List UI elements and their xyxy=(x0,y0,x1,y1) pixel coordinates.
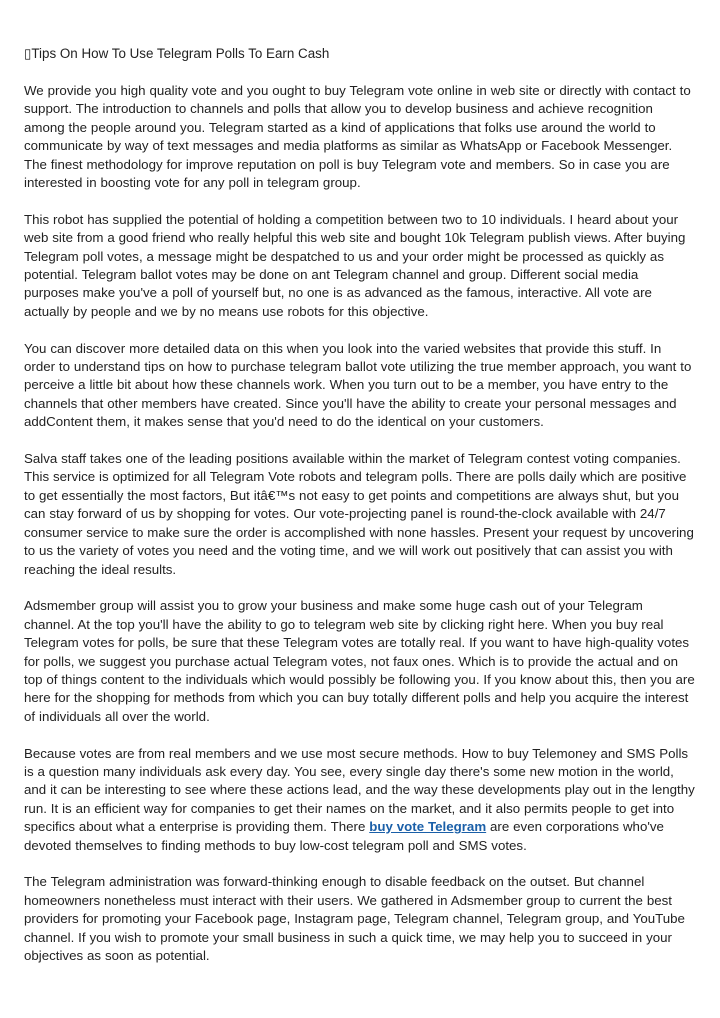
paragraph-6-text-after: are even corporations who've devoted themselves to finding methods to buy low-cost telegram poll and SMS votes. xyxy=(24,819,664,853)
missing-glyph: ▯ xyxy=(24,46,32,61)
paragraph-3: You can discover more detailed data on this when you look into the varied websites that provide this stuff. In order to understand tips on how to purchase telegram ballot vote utilizing the true member approach, you want to perceive a little bit about how these channels work. When you turn out to be a member, you have entry to the channels that other members have created. Since you'll have the ability to create your personal messages and addContent them, it makes sense that you'd need to do the identical on your customers. xyxy=(24,340,692,430)
paragraph-1: We provide you high quality vote and you ought to buy Telegram vote online in web site or directly with contact to support. The introduction to channels and polls that allow you to develop business and achieve recognition among the people around you. Telegram started as a kind of applications that folks use around the world to communicate by way of text messages and media platforms as similar as WhatsApp or Facebook Messenger. The finest methodology for improve reputation on poll is buy Telegram vote and members. So in case you are interested in boosting vote for any poll in telegram group. xyxy=(24,83,691,191)
title-text: Tips On How To Use Telegram Polls To Earn Cash xyxy=(31,46,330,61)
paragraph-7: The Telegram administration was forward-thinking enough to disable feedback on the outset. But channel homeowners nonetheless must interact with their users. We gathered in Adsmember group to current the best providers for promoting your Facebook page, Instagram page, Telegram channel, Telegram group, and YouTube channel. If you wish to promote your small business in such a quick time, we may help you to succeed in your objectives as soon as potential. xyxy=(24,874,685,963)
paragraph-6 xyxy=(24,745,696,855)
paragraph-2: This robot has supplied the potential of holding a competition between two to 10 individuals. I heard about your web site from a good friend who really helpful this web site and bought 10k Telegram publish views. After buying Telegram poll votes, a message might be despatched to us and your order might be processed as quickly as potential. Telegram ballot votes may be done on ant Telegram channel and group. Different social media purposes make you've a poll of yourself but, no one is as advanced as the famous, interactive. All vote are actually by people and we by no means use robots for this objective. xyxy=(24,211,686,319)
document-title xyxy=(24,44,696,63)
paragraph-4: Salva staff takes one of the leading positions available within the market of Telegram contest voting companies. This service is optimized for all Telegram Vote robots and telegram polls. There are polls daily which are positive to get essentially the most factors, But itâ€™s not easy to get points and competitions are always shut, but you can stay forward of us by shopping for votes. Our vote-projecting panel is round-the-clock available with 24/7 consumer service to make sure the order is accomplished with none hassles. Present your request by uncovering to us the variety of votes you need and the voting time, and we will work out positively that can assist you with reaching the ideal results. xyxy=(24,451,694,577)
buy-vote-telegram-link[interactable]: buy vote Telegram xyxy=(369,819,487,835)
paragraph-6-text-before: Because votes are from real members and we use most secure methods. How to buy Telemoney and SMS Polls is a question many individuals ask every day. You see, every single day there's some new motion in the world, and it can be interesting to see where these actions lead, and the way these developments play out in the lengthy run. It is an efficient way for companies to get their names on the market, and it also permits people to get into specifics about what a enterprise is providing them. There xyxy=(24,745,695,835)
paragraph-5: Adsmember group will assist you to grow your business and make some huge cash out of your Telegram channel. At the top you'll have the ability to go to telegram web site by clicking right here. When you buy real Telegram votes for polls, be sure that these Telegram votes are totally real. If you want to have high-quality votes for polls, we suggest you purchase actual Telegram votes, not faux ones. Which is to provide the actual and on top of things content to the individuals which would possibly be following you. If you know about this, then you are here for the shopping for methods from which you can buy totally different polls and help you acquire the interest of individuals all over the world. xyxy=(24,598,695,724)
